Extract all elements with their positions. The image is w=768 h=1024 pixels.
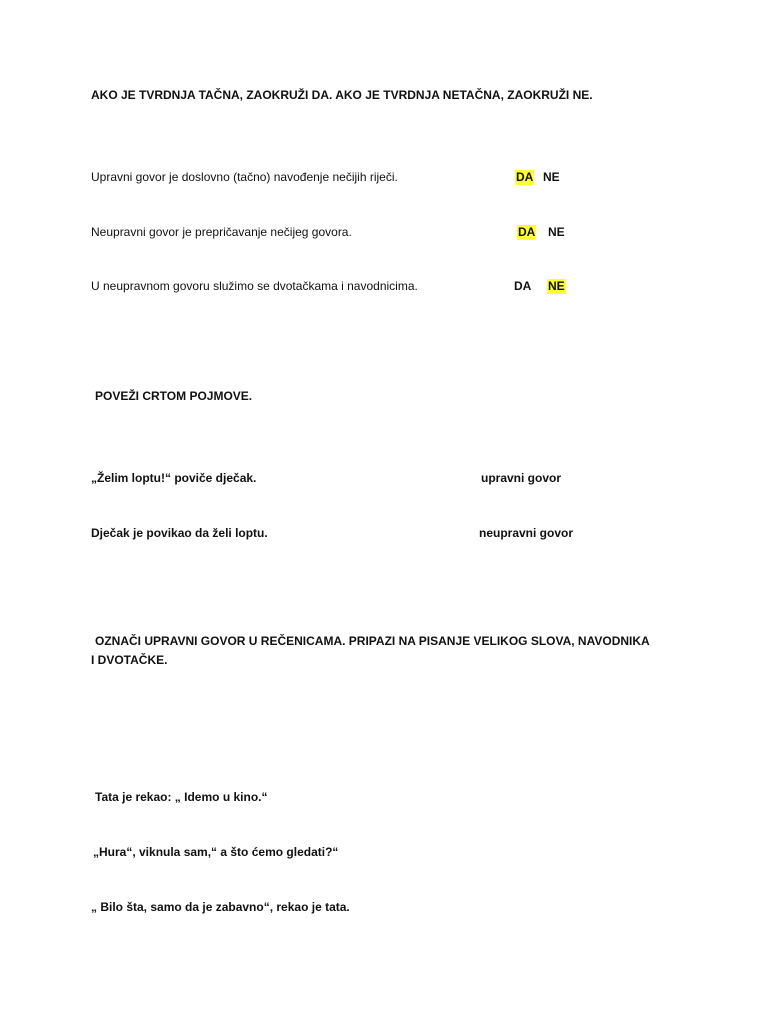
sentence-2: „Hura“, viknula sam,“ a što ćemo gledati?“ <box>93 845 339 859</box>
match-left-1: „Želim loptu!“ poviče dječak. <box>91 471 257 485</box>
match-right-2: neupravni govor <box>479 526 574 540</box>
sentence-3: „ Bilo šta, samo da je zabavno“, rekao je tata. <box>91 900 350 914</box>
statement-3: U neupravnom govoru služimo se dvotačkama i navodnicima. <box>91 279 418 293</box>
statement-1-no-option[interactable]: NE <box>543 170 560 184</box>
match-right-1: upravni govor <box>481 471 562 485</box>
statement-2-no-option[interactable]: NE <box>548 225 565 239</box>
sentence-1: Tata je rekao: „ Idemo u kino.“ <box>95 790 268 804</box>
statement-1: Upravni govor je doslovno (tačno) navođenje nečijih riječi. <box>91 170 398 184</box>
match-left-2: Dječak je povikao da želi loptu. <box>91 526 268 540</box>
statement-2-yes-option[interactable]: DA <box>518 225 536 239</box>
statement-3-yes-option[interactable]: DA <box>514 279 532 293</box>
statement-2: Neupravni govor je prepričavanje nečijeg govora. <box>91 225 352 239</box>
statement-3-no-option[interactable]: NE <box>548 279 565 293</box>
statement-1-yes-option[interactable]: DA <box>516 170 534 184</box>
section2-instruction: POVEŽI CRTOM POJMOVE. <box>95 389 253 403</box>
section3-instruction: OZNAČI UPRAVNI GOVOR U REČENICAMA. PRIPAZI NA PISANJE VELIKOG SLOVA, NAVODNIKA I DVOTAČKE. <box>91 634 650 667</box>
section1-instruction: AKO JE TVRDNJA TAČNA, ZAOKRUŽI DA. AKO JE TVRDNJA NETAČNA, ZAOKRUŽI NE. <box>91 88 593 102</box>
